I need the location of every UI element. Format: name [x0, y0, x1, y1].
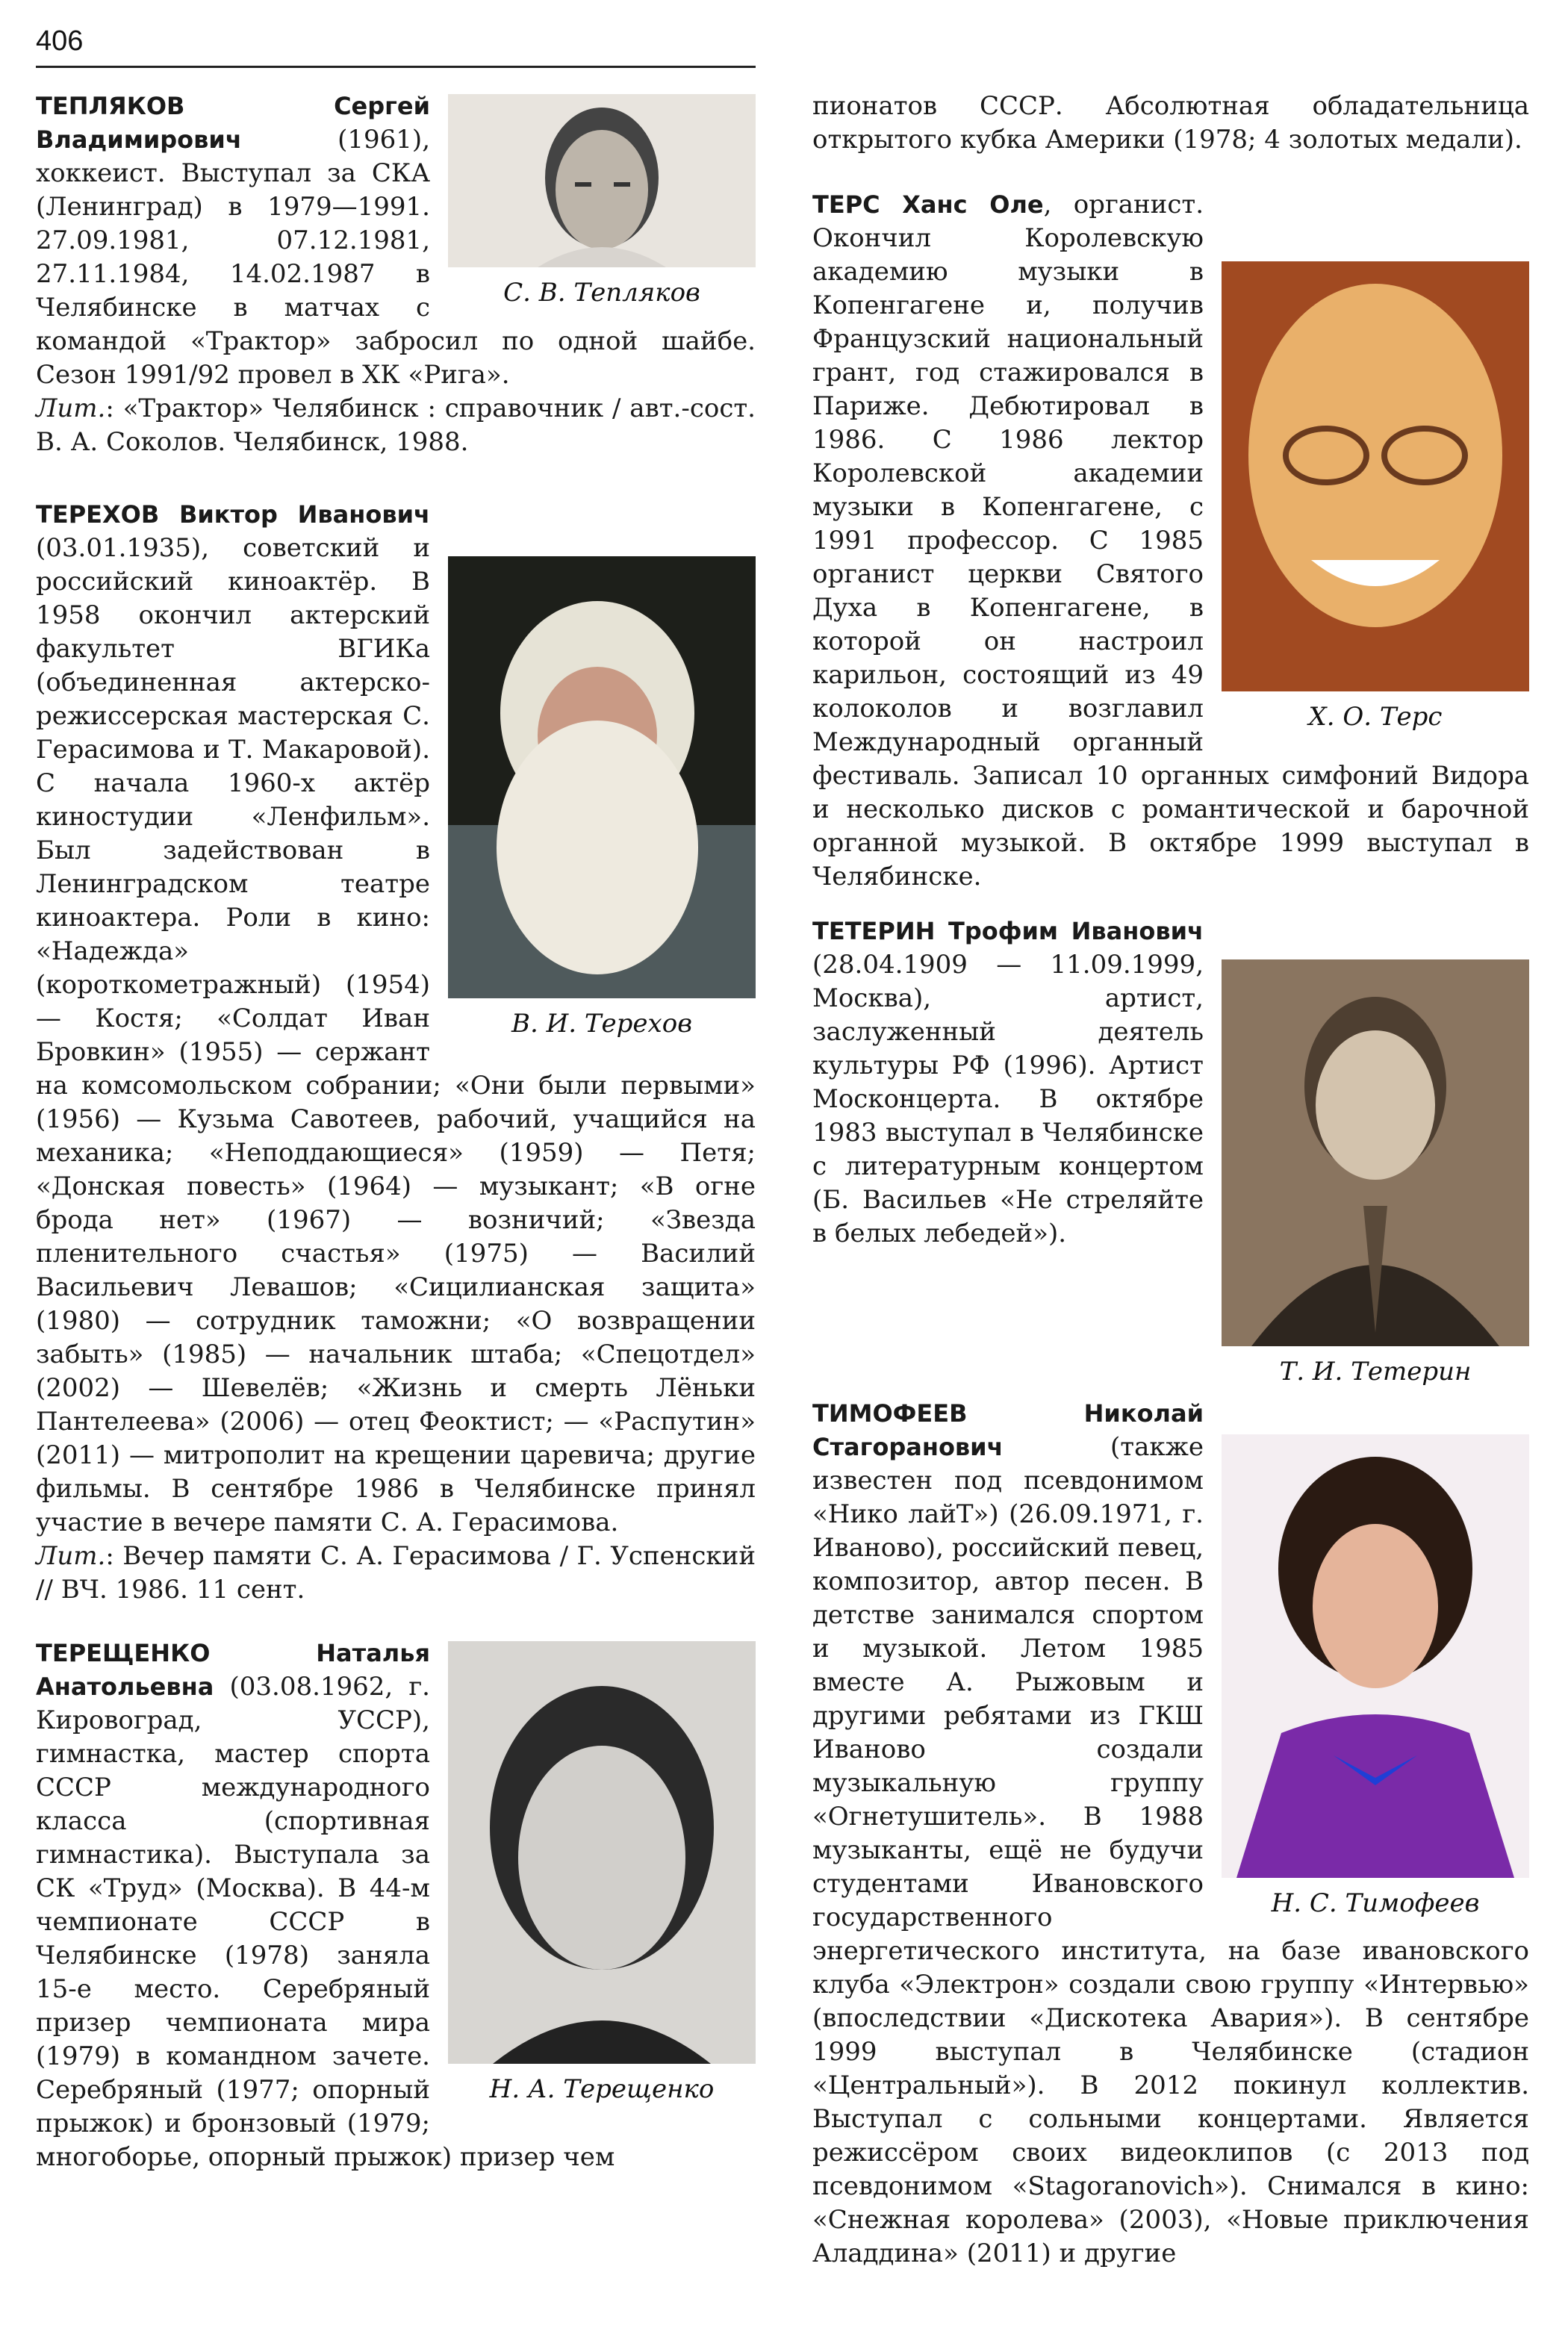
entry-tereshchenko: [36, 1637, 756, 2174]
figure-timofeev: [1222, 1434, 1529, 1918]
figure-ters: [1222, 261, 1529, 732]
text-tereshchenko: (03.08.1962, г. Кировоград, УССР), гимнастка, мастер спорта СССР международного класса (спортивная гимнастика). Выступала за СК «Труд» (Москва). В 44-м чемпионате СССР в Челябинске (1978) заняла 15-е место. Серебряный призер чемпионата мира (1979) в командном зачете. Серебряный (1977; опорный прыжок) и бронзовый (1979; многоборье, опорный прыжок) призер чем: [36, 1672, 615, 2172]
text-ters: , органист. Окончил Королевскую академию музыки в Копенгагене и, получив Французский национальный грант, год стажировался в Париже. Дебютировал в 1986. С 1986 лектор Королевской академии музыки в Копенгагене, с 1991 профессор. С 1985 органист церкви Святого Духа в Копенгагене, в которой он настроил карильон, состоящий из 49 колоколов и возглавил Международный органный фестиваль. Записал 10 органных симфоний Видора и несколько дисков с романтической и барочной органной музыкой. В октябре 1999 выступал в Челябинске.: [812, 190, 1529, 892]
caption-terekhov: В. И. Терехов: [511, 1009, 692, 1039]
entry-tereshchenko-continued: [812, 90, 1529, 157]
headword-ters: ТЕРС Ханс Оле: [812, 190, 1044, 219]
portrait-terekhov: [448, 556, 756, 998]
text-teplyakov: (1961), хоккеист. Выступал за СКА (Ленинград) в 1979—1991. 27.09.1981, 07.12.1981, 27.11.1984, 14.02.1987 в Челябинске в матчах с командой «Трактор» забросил по одной шайбе. Сезон 1991/92 провел в ХК «Рига».: [36, 125, 756, 390]
left-column: [36, 90, 756, 2174]
photo-teterin: [1222, 959, 1529, 1346]
text-timofeev: (также известен под псевдонимом «Нико лайТ») (26.09.1971, г. Иваново), российский певец, композитор, автор песен. В детстве занимался спортом и музыкой. Летом 1985 вместе А. Рыжовым и другими ребятами из ГКШ Иваново создали музыкальную группу «Огнетушитель». В 1988 музыканты, ещё не будучи студентами Ивановского государственного энергетического института, на базе ивановского клуба «Электрон» создали свою группу «Интервью» (впоследствии «Дискотека Авария»). В сентябре 1999 выступал в Челябинске (стадион «Центральный»). В 2012 покинул коллектив. Выступал с сольными концертами. Является режиссёром своих видеоклипов (с 2013 под псевдонимом «Stagoranovich»). Снимался в кино: «Снежная королева» (2003), «Новые приключения Аладдина» (2011) и другие: [812, 1432, 1529, 2268]
portrait-teplyakov: [448, 94, 756, 267]
header-rule: [36, 66, 756, 68]
caption-timofeev: Н. С. Тимофеев: [1271, 1888, 1480, 1918]
caption-teplyakov: С. В. Тепляков: [503, 278, 700, 308]
lit-label-teplyakov: Лит.: [36, 393, 106, 423]
caption-tereshchenko: Н. А. Терещенко: [489, 2074, 715, 2104]
headword-teterin: ТЕТЕРИН Трофим Иванович: [812, 917, 1204, 945]
headword-tereshchenko: ТЕРЕЩЕНКО Наталья Анатольевна: [36, 1639, 430, 1701]
entry-teplyakov: [36, 90, 756, 459]
entry-teterin: [812, 915, 1529, 1387]
lit-terekhov: : Вечер памяти С. А. Герасимова / Г. Успенский // ВЧ. 1986. 11 сент.: [36, 1541, 756, 1605]
text-terekhov: (03.01.1935), советский и российский киноактёр. В 1958 окончил актерский факультет ВГИКа (объединенная актерско-режиссерская мастерская С. Герасимова и Т. Макаровой). С начала 1960-х актёр киностудии «Ленфильм». Был задействован в Ленинградском театре киноактера. Роли в кино: «Надежда» (короткометражный) (1954) — Костя; «Солдат Иван Бровкин» (1955) — сержант на комсомольском собрании; «Они были первыми» (1956) — Кузьма Савотеев, рабочий, учащийся на механика; «Неподдающиеся» (1959) — Петя; «Донская повесть» (1964) — музыкант; «В огне брода нет» (1967) — возничий; «Звезда пленительного счастья» (1975) — Василий Васильевич Левашов; «Сицилианская защита» (1980) — сотрудник таможни; «О возвращении забыть» (1985) — начальник штаба; «Спецотдел» (2002) — Шевелёв; «Жизнь и смерть Лёньки Пантелеева» (2006) — отец Феоктист; — «Распутин» (2011) — митрополит на крещении царевича; другие фильмы. В сентябре 1986 в Челябинске принял участие в вечере памяти С. А. Герасимова.: [36, 533, 756, 1537]
figure-terekhov: [448, 556, 756, 1039]
text-teterin: (28.04.1909 — 11.09.1999, Москва), артист, заслуженный деятель культуры РФ (1996). Артист Москонцерта. В октябре 1983 выступал в Челябинске с литературным концертом (Б. Васильев «Не стреляйте в белых лебедей»).: [812, 950, 1204, 1248]
portrait-teterin: [1222, 959, 1529, 1346]
caption-ters: Х. О. Терс: [1308, 702, 1443, 732]
right-column: [812, 90, 1529, 2271]
photo-ters: [1222, 261, 1529, 691]
figure-teterin: [1222, 959, 1529, 1387]
lit-label-terekhov: Лит.: [36, 1541, 106, 1571]
lit-teplyakov: : «Трактор» Челябинск : справочник / авт.-сост. В. А. Соколов. Челябинск, 1988.: [36, 393, 756, 457]
portrait-tereshchenko: [448, 1641, 756, 2064]
figure-teplyakov: [448, 94, 756, 308]
caption-teterin: Т. И. Тетерин: [1279, 1357, 1472, 1387]
entry-terekhov: [36, 498, 756, 1607]
page-number: 406: [36, 25, 84, 57]
headword-timofeev: ТИМОФЕЕВ Николай Стагоранович: [812, 1399, 1204, 1461]
entry-timofeev: [812, 1397, 1529, 2271]
headword-terekhov: ТЕРЕХОВ Виктор Иванович: [36, 500, 430, 529]
entry-ters: [812, 188, 1529, 894]
text-tereshchenko-continued: пионатов СССР. Абсолютная обладательница открытого кубка Америки (1978; 4 золотых медали).: [812, 91, 1529, 155]
photo-terekhov: [448, 556, 756, 998]
portrait-ters: [1222, 261, 1529, 691]
headword-teplyakov: ТЕПЛЯКОВ Сергей Владимирович: [36, 92, 430, 154]
portrait-timofeev: [1222, 1434, 1529, 1878]
photo-teplyakov: [448, 94, 756, 267]
photo-tereshchenko: [448, 1641, 756, 2064]
photo-timofeev: [1222, 1434, 1529, 1878]
figure-tereshchenko: [448, 1641, 756, 2104]
